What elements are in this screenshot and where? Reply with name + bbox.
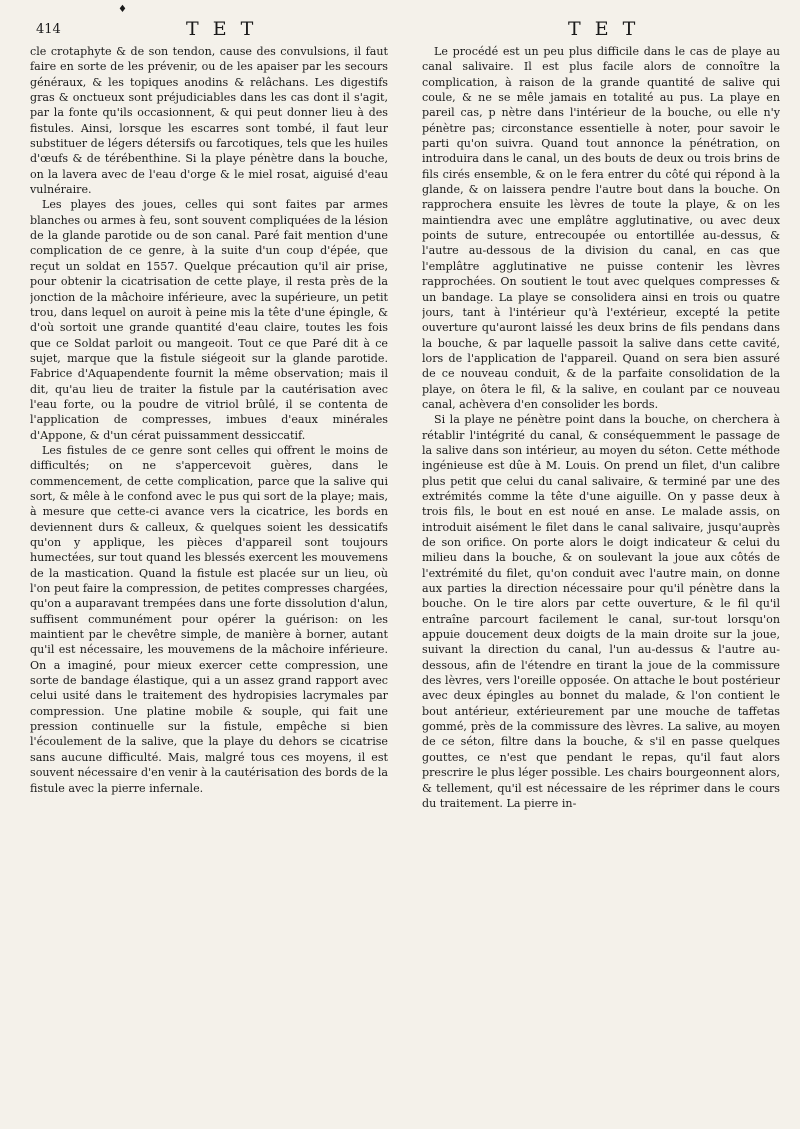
- page-number: 414: [36, 22, 61, 37]
- left-column: [30, 44, 388, 1119]
- running-head-left: T E T: [186, 18, 258, 40]
- right-paragraph-1: Le procédé est un peu plus difficile dans le cas de playe au canal salivaire. Il est plus facile alors de connoître la complication, à raison de la grande quantité de salive qui coule, & ne se mêle jamais en totalité au pus. La playe en pareil cas, p nètre dans l'intérieur de la bouche, ou elle n'y pénètre pas; circonstance essentielle à noter, pour savoir le parti qu'on suivra. Quand tout annonce la pénétration, on introduira dans le canal, un des bouts de deux ou trois brins de fils cirés ensemble, & on le fera entrer du côté qui répond à la glande, & on laissera pendre l'autre bout dans la bouche. On rapprochera ensuite les lèvres de toute la playe, & on les maintiendra avec une emplâtre agglutinative, ou avec deux points de suture, entrecoupée ou entortillée au-dessus, & l'autre au-dessous de la division du canal, en cas que l'emplâtre agglutinative ne puisse contenir les lèvres rapprochées. On soutient le tout avec quelques compresses & un bandage. La playe se consolidera ainsi en trois ou quatre jours, tant à l'intérieur qu'à l'extérieur, excepté la petite ouverture qu'auront laissé les deux brins de fils pendans dans la bouche, & par laquelle passoit la salive dans cette cavité, lors de l'application de l'appareil. Quand on sera bien assuré de ce nouveau conduit, & de la parfaite consolidation de la playe, on ôtera le fil, & la salive, en coulant par ce nouveau canal, achèvera d'en consolider les bords.: [422, 45, 780, 411]
- right-paragraph-2: Si la playe ne pénètre point dans la bouche, on cherchera à rétablir l'intégrité du canal, & conséquemment le passage de la salive dans son intérieur, au moyen du séton. Cette méthode ingénieuse est dûe à M. Louis. On prend un filet, d'un calibre plus petit que celui du canal salivaire, & terminé par une des extrémités comme la tête d'une aiguille. On y passe deux à trois fils, le bout en est noué en anse. Le malade assis, on introduit aisément le filet dans le canal salivaire, jusqu'auprès de son orifice. On porte alors le doigt indicateur & celui du milieu dans la bouche, & on soulevant la joue aux côtés de l'extrémité du filet, qu'on conduit avec l'autre main, on donne aux parties la direction nécessaire pour qu'il pénètre dans la bouche. On le tire alors par cette ouverture, & le fil qu'il entraîne parcourt facilement le canal, sur-tout lorsqu'on appuie doucement deux doigts de la main droite sur la joue, suivant la direction du canal, l'un au-dessus & l'autre au-dessous, afin de l'étendre en tirant la joue de la commissure des lèvres, vers l'oreille opposée. On attache le bout postérieur avec deux épingles au bonnet du malade, & l'on contient le bout antérieur, extérieurement par une mouche de taffetas gommé, près de la commissure des lèvres. La salive, au moyen de ce séton, filtre dans la bouche, & s'il en passe quelques gouttes, ce n'est que pendant le repas, qu'il faut alors prescrire le plus léger possible. Les chairs bourgeonnent alors, & tellement, qu'il est nécessaire de les réprimer dans le cours du traitement. La pierre in-: [422, 413, 780, 810]
- left-paragraph-3: Les fistules de ce genre sont celles qui offrent le moins de difficultés; on ne s'appercevoit guères, dans le commencement, de cette complication, parce que la salive qui sort, & mêle à le confond avec le pus qui sort de la playe; mais, à mesure que cette-ci avance vers la cicatrice, les bords en deviennent durs & calleux, & quelques soient les dessicatifs qu'on y applique, les pièces d'appareil sont toujours humectées, sur tout quand les blessés exercent les mouvemens de la mastication. Quand la fistule est placée sur un lieu, où l'on peut faire la compression, de petites compresses chargées, qu'on a auparavant trempées dans une forte dissolution d'alun, suffisent communément pour opérer la guérison: on les maintient par le chevêtre simple, de manière à borner, autant qu'il est nécessaire, les mouvemens de la mâchoire inférieure. On a imaginé, pour mieux exercer cette compression, une sorte de bandage élastique, qui a un assez grand rapport avec celui usité dans le traitement des hydropisies lacrymales par compression. Une platine mobile & souple, qui fait une pression continuelle sur la fistule, empêche si bien l'écoulement de la salive, que la playe du dehors se cicatrise sans aucune difficulté. Mais, malgré tous ces moyens, il est souvent nécessaire d'en venir à la cautérisation des bords de la fistule avec la pierre infernale.: [30, 443, 388, 795]
- page-header: [28, 4, 778, 42]
- running-head-right: T E T: [568, 18, 640, 40]
- ornament-mark: ♦: [118, 4, 127, 15]
- right-column: [422, 44, 780, 1119]
- left-paragraph-1: cle crotaphyte & de son tendon, cause des convulsions, il faut faire en sorte de les prévenir, ou de les apaiser par les secours généraux, & les topiques anodins & relâchans. Les digestifs gras & onctueux sont préjudiciables dans les cas dont il s'agit, par la fonte qu'ils occasionnent, & qui peut donner lieu à des fistules. Ainsi, lorsque les escarres sont tombé, il faut leur substituer de légers détersifs ou farcotiques, tels que les huiles d'œufs & de térébenthine. Si la playe pénètre dans la bouche, on la lavera avec de l'eau d'orge & le miel rosat, aiguisé d'eau vulnéraire.: [30, 45, 388, 197]
- text-columns: [30, 44, 780, 1119]
- left-paragraph-2: Les playes des joues, celles qui sont faites par armes blanches ou armes à feu, sont souvent compliquées de la lésion de la glande parotide ou de son canal. Paré fait mention d'une complication de ce genre, à la suite d'un coup d'épée, que reçut un soldat en 1557. Quelque précaution qu'il air prise, pour obtenir la cicatrisation de cette playe, il resta près de la jonction de la mâchoire inférieure, avec la supérieure, un petit trou, dans lequel on auroit à peine mis la tête d'une épingle, & d'où sortoit une grande quantité d'eau claire, toutes les fois que ce Soldat parloit ou mangeoit. Tout ce que Paré dit à ce sujet, marque que la fistule siégeoit sur la glande parotide. Fabrice d'Aquapendente fournit la même observation; mais il dit, qu'au lieu de traiter la fistule par la cautérisation avec l'eau forte, ou la poudre de vitriol brûlé, il se contenta de l'application de compresses, imbues d'eaux minérales d'Appone, & d'un cérat puissamment dessiccatif.: [30, 198, 388, 442]
